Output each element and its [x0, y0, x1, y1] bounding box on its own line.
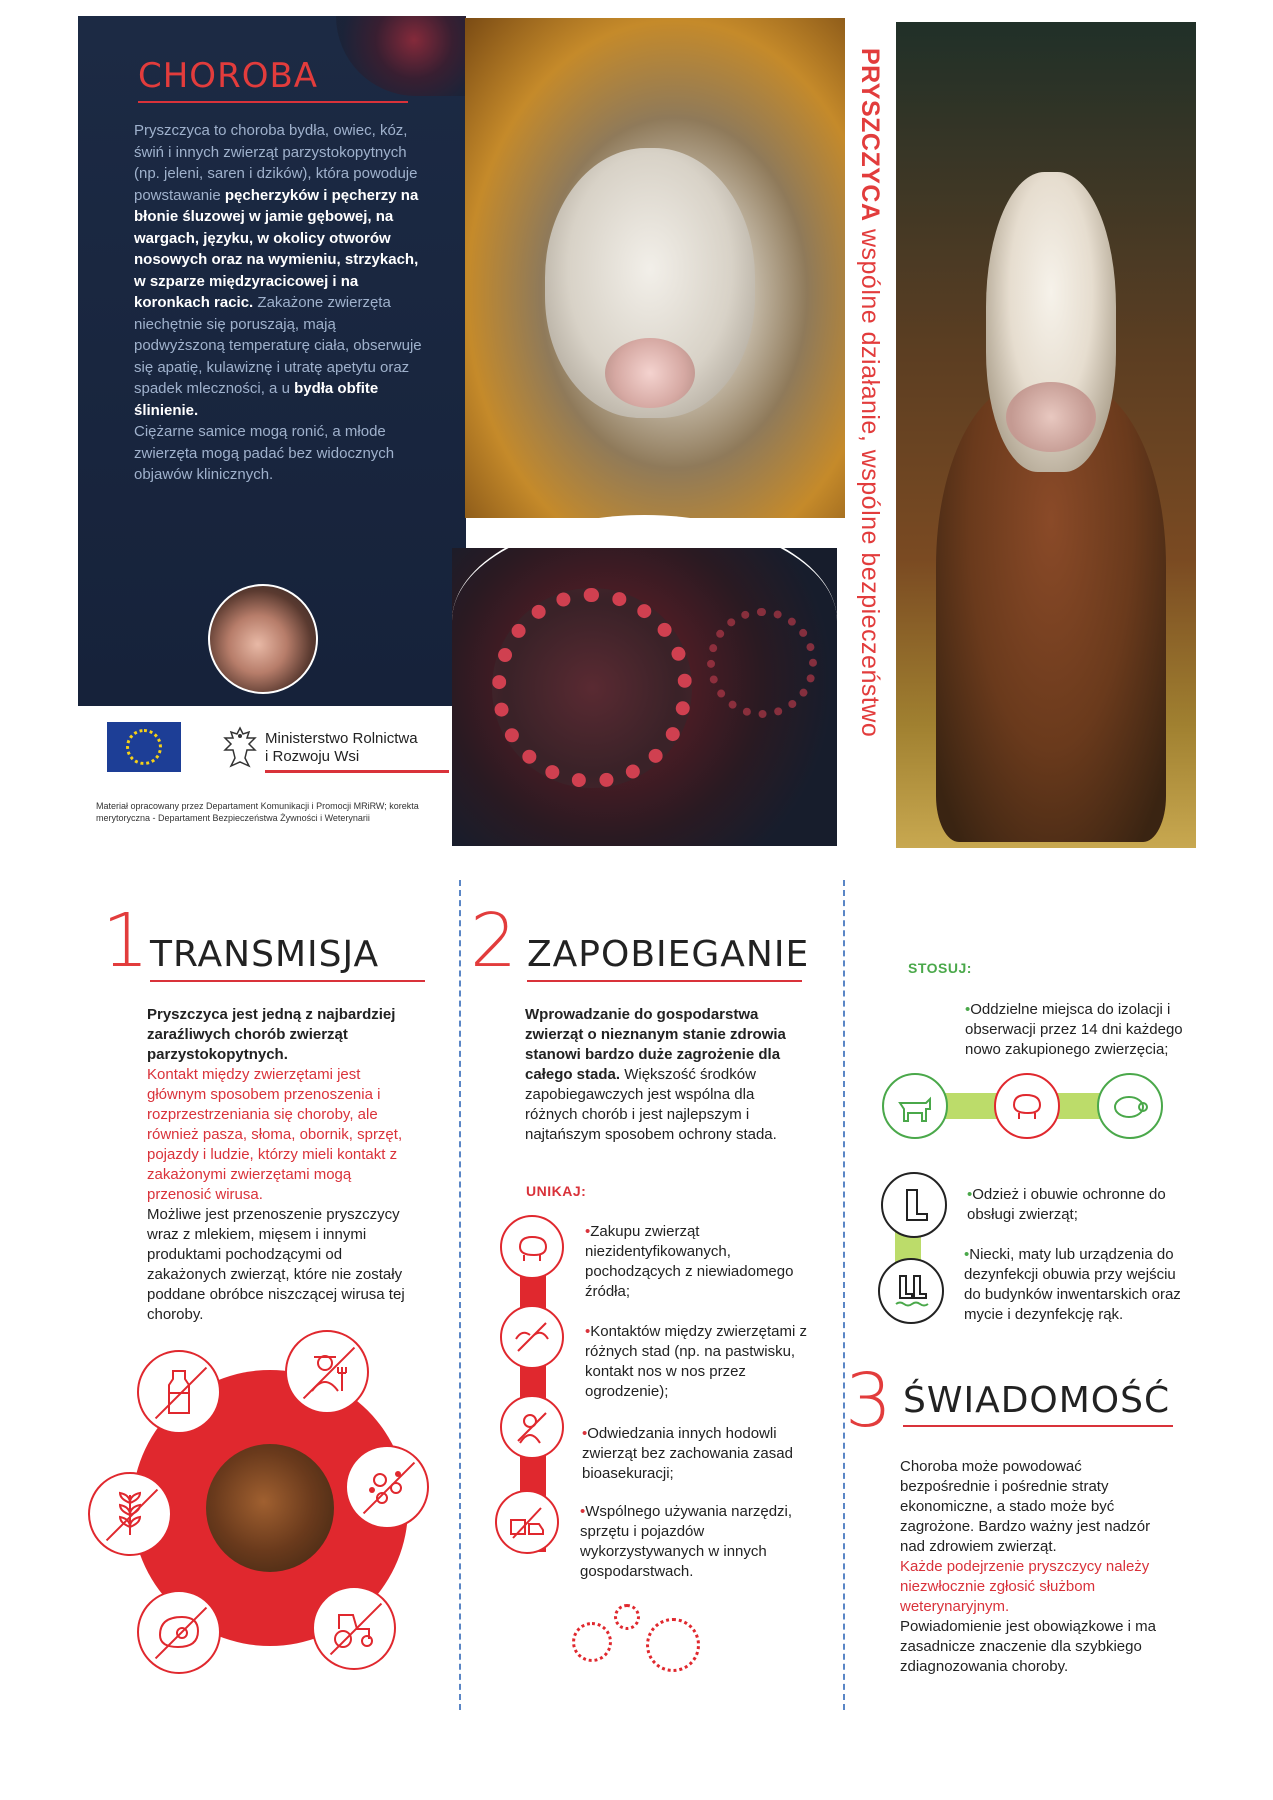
stosuj-item-1: •Oddzielne miejsca do izolacji i obserwacji przez 14 dni każdego nowo zakupionego zwierzęcia;	[965, 1001, 1183, 1058]
transmisja-number: 1	[102, 898, 150, 984]
transmisja-normal: Możliwe jest przenoszenie pryszczycy wraz z mlekiem, mięsem i innymi produktami pochodzącymi od zakażonych zwierząt, które nie zostały poddane obróbce niszczącej wirusa tej choroby.	[147, 1206, 405, 1323]
milk-bottle-icon	[137, 1350, 221, 1434]
meat-icon	[137, 1590, 221, 1674]
transmisja-bold: Pryszczyca jest jedną z najbardziej zaraźliwych chorób zwierząt parzystokopytnych.	[147, 1006, 396, 1063]
column-divider-1	[459, 880, 461, 1710]
stosuj-item-2-text: Odzież i obuwie ochronne do obsługi zwierząt;	[967, 1186, 1166, 1223]
farmer-icon	[285, 1330, 369, 1414]
ministry-underline	[265, 770, 449, 773]
visitor-icon	[500, 1395, 564, 1459]
choroba-title: CHOROBA	[138, 56, 319, 96]
sheep-icon-2	[994, 1073, 1060, 1139]
zapobieganie-underline	[527, 980, 802, 982]
transmisja-underline	[150, 980, 425, 982]
virus-arc-border	[452, 515, 837, 635]
shared-equipment-icon	[495, 1490, 559, 1554]
swiadomosc-red: Każde podejrzenie pryszczycy należy niezwłocznie zgłosić służbom weterynaryjnym.	[900, 1558, 1150, 1615]
mini-virus-icon	[614, 1604, 640, 1630]
ministry-name-line1: Ministerstwo Rolnictwa	[265, 730, 418, 747]
choroba-p1-bold: pęcherzyków i pęcherzy na błonie śluzowej w jamie gębowej, na wargach, języku, w okolicy otworów nosowych oraz na wymieniu, strzykach, w szparze międzyracicowej i na koronkach racic.	[134, 186, 419, 311]
unikaj-item-4-text: Wspólnego używania narzędzi, sprzętu i pojazdów wykorzystywanych w innych gospodarstwach.	[580, 1503, 793, 1580]
stosuj-item-2: •Odzież i obuwie ochronne do obsługi zwierząt;	[967, 1186, 1166, 1223]
swiadomosc-normal1: Choroba może powodować bezpośrednie i pośrednie straty ekonomiczne, a stado może być zagrożone. Bardzo ważny jest nadzór nad zdrowiem zwierząt.	[900, 1458, 1151, 1555]
tractor-icon	[312, 1586, 396, 1670]
transmisja-title: TRANSMISJA	[150, 934, 380, 975]
choroba-panel	[78, 16, 466, 706]
unikaj-item-1: •Zakupu zwierząt niezidentyfikowanych, pochodzących z niewiadomego źródła;	[585, 1223, 794, 1300]
vertical-slogan	[832, 48, 884, 808]
mini-virus-icon	[572, 1622, 612, 1662]
unikaj-item-2-text: Kontaktów między zwierzętami z różnych stad (np. na pastwisku, kontakt nos w nos przez ogrodzenie);	[585, 1323, 808, 1400]
choroba-p2: Zakażone zwierzęta niechętnie się poruszają, mają podwyższoną temperaturę ciała, obserwuje się apatię, kulawiznę i utratę apetytu oraz spadek mleczności, a u	[134, 294, 422, 397]
unikaj-item-2: •Kontaktów między zwierzętami z różnych stad (np. na pastwisku, kontakt nos w nos przez ogrodzenie);	[585, 1323, 808, 1400]
virus-cells-icon	[345, 1445, 429, 1529]
swiadomosc-normal2: Powiadomienie jest obowiązkowe i ma zasadnicze znaczenie dla szybkiego zdiagnozowania choroby.	[900, 1618, 1156, 1675]
stosuj-item-3-text: Niecki, maty lub urządzenia do dezynfekcji obuwia przy wejściu do budynków inwentarskich oraz mycie i dezynfekcję rąk.	[964, 1246, 1181, 1323]
vertical-slogan-bold: PRYSZCZYCA	[856, 48, 884, 222]
pig-photo	[208, 584, 318, 694]
choroba-text	[134, 120, 424, 486]
zapobieganie-number: 2	[470, 898, 518, 984]
grain-icon	[88, 1472, 172, 1556]
zapobieganie-bold: Wprowadzanie do gospodarstwa zwierząt o nieznanym stanie zdrowia stanowi bardzo duże zagrożenie dla całego stada.	[525, 1006, 786, 1083]
choroba-p3: Ciężarne samice mogą ronić, a młode zwierzęta mogą padać bez widocznych objawów klinicznych.	[134, 423, 395, 483]
stosuj-item-3: •Niecki, maty lub urządzenia do dezynfekcji obuwia przy wejściu do budynków inwentarskich oraz mycie i dezynfekcję rąk.	[964, 1246, 1181, 1323]
virus-corner-image	[336, 16, 466, 96]
unikaj-item-3-text: Odwiedzania innych hodowli zwierząt bez zachowania zasad bioasekuracji;	[582, 1425, 793, 1482]
unikaj-item-4: •Wspólnego używania narzędzi, sprzętu i pojazdów wykorzystywanych w innych gospodarstwach.	[580, 1503, 793, 1580]
cow-photo	[896, 22, 1196, 848]
logos-row	[107, 722, 437, 777]
unikaj-item-3: •Odwiedzania innych hodowli zwierząt bez zachowania zasad bioasekuracji;	[582, 1425, 793, 1482]
stosuj-label: STOSUJ:	[908, 960, 972, 976]
swiadomosc-number: 3	[845, 1358, 893, 1444]
transmisja-text	[147, 1005, 409, 1325]
swiadomosc-underline	[903, 1425, 1173, 1427]
column-divider-2	[843, 880, 845, 1710]
vertical-slogan-rest: wspólne działanie, wspólne bezpieczeństwo	[856, 221, 884, 738]
choroba-p2-bold: bydła obfite ślinienie.	[134, 380, 379, 419]
polish-eagle-icon	[219, 724, 261, 772]
animal-contact-icon	[500, 1305, 564, 1369]
sheep-photo	[465, 18, 845, 518]
swiadomosc-title: ŚWIADOMOŚĆ	[903, 1380, 1171, 1421]
disinfection-mat-icon	[878, 1258, 944, 1324]
calf-photo	[206, 1444, 334, 1572]
mini-virus-icon	[646, 1618, 700, 1672]
unikaj-item-1-text: Zakupu zwierząt niezidentyfikowanych, pochodzących z niewiadomego źródła;	[585, 1223, 794, 1300]
zapobieganie-title: ZAPOBIEGANIE	[527, 934, 810, 975]
ministry-name	[265, 730, 418, 766]
zapobieganie-text	[525, 1005, 810, 1145]
eu-flag-icon	[107, 722, 181, 772]
choroba-underline	[138, 101, 408, 103]
sheep-icon	[500, 1215, 564, 1279]
stosuj-item-1-text: Oddzielne miejsca do izolacji i obserwacji przez 14 dni każdego nowo zakupionego zwierzęcia;	[965, 1001, 1183, 1058]
cow-icon	[882, 1073, 948, 1139]
footnote: Materiał opracowany przez Departament Komunikacji i Promocji MRiRW; korekta merytoryczna - Departament Bezpieczeństwa Żywności i Weterynarii	[96, 801, 419, 823]
ministry-name-line2: i Rozwoju Wsi	[265, 748, 360, 765]
boots-icon	[881, 1172, 947, 1238]
pig-icon	[1097, 1073, 1163, 1139]
zapobieganie-normal: Większość środków zapobiegawczych jest wspólna dla różnych chorób i jest najlepszym i najtańszym sposobem ochrony stada.	[525, 1066, 777, 1143]
unikaj-label: UNIKAJ:	[526, 1183, 587, 1199]
choroba-p1: Pryszczyca to choroba bydła, owiec, kóz, świń i innych zwierząt parzystokopytnych (np. jeleni, saren i dzików), która powoduje powstawanie	[134, 122, 418, 204]
swiadomosc-text	[900, 1457, 1175, 1677]
transmisja-red: Kontakt między zwierzętami jest głównym sposobem przenoszenia i rozprzestrzeniania się choroby, ale również pasza, słoma, obornik, sprzęt, pojazdy i ludzie, którzy mieli kontakt z zakażonymi zwierzętami mogą przenosić wirusa.	[147, 1066, 403, 1203]
